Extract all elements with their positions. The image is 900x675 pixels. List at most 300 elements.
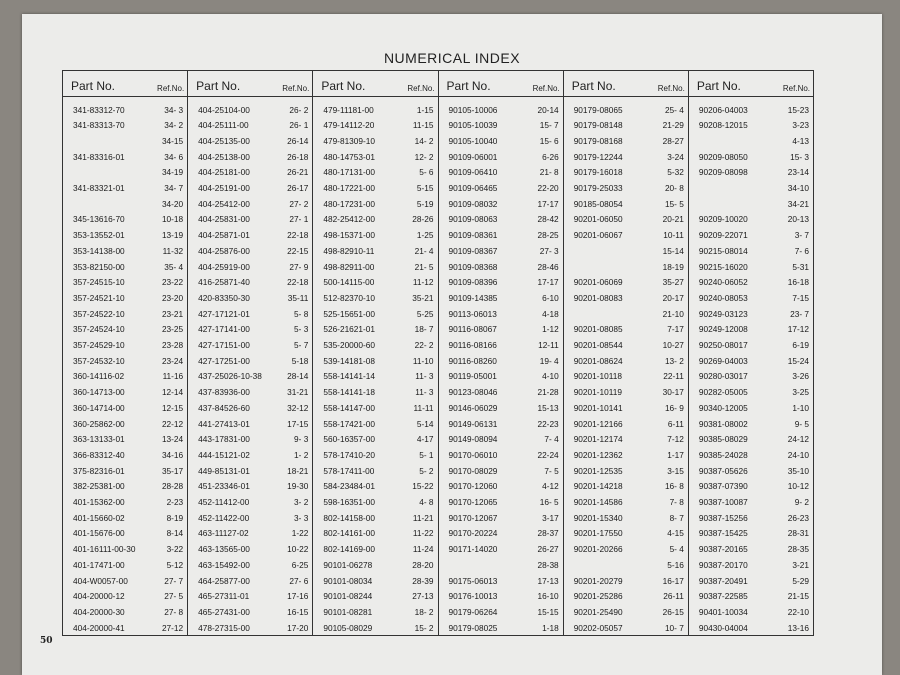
index-row (564, 509, 688, 526)
part-number: 404-25412-00 (198, 198, 250, 209)
index-row (689, 494, 813, 511)
index-row (188, 572, 312, 589)
ref-number: 5- 4 (669, 544, 684, 555)
part-number: 90201-08544 (573, 340, 623, 350)
ref-number: 11-10 (412, 355, 434, 366)
index-row (313, 368, 437, 385)
index-row (439, 227, 563, 244)
index-row (689, 509, 813, 526)
index-row (564, 117, 688, 134)
ref-number: 5- 8 (294, 308, 309, 319)
part-number: 90170-12067 (448, 512, 498, 523)
ref-number: 27- 3 (539, 245, 559, 256)
ref-number: 28-25 (537, 230, 559, 241)
index-row (188, 494, 312, 511)
index-row (689, 541, 813, 558)
index-row (439, 431, 563, 448)
index-row (564, 337, 688, 354)
part-number: 451-23346-01 (198, 481, 250, 492)
ref-number: 22- 2 (414, 340, 434, 350)
index-row (689, 321, 813, 338)
ref-number: 1-25 (416, 230, 434, 241)
part-number: 90249-03123 (698, 308, 748, 319)
part-number: 341-83313-70 (73, 120, 125, 131)
part-number: 420-83350-30 (198, 292, 250, 303)
part-number: 90101-08281 (323, 606, 373, 617)
part-number: 341-83321-01 (73, 183, 125, 193)
index-row (439, 525, 563, 542)
part-number: 360-14714-00 (73, 402, 125, 413)
part-number: 90201-08083 (573, 292, 623, 303)
index-row (188, 321, 312, 338)
index-row (63, 164, 187, 181)
index-row (564, 274, 688, 291)
ref-number: 11-21 (412, 512, 434, 523)
index-row (313, 462, 437, 479)
ref-number: 5-31 (792, 261, 810, 272)
index-row (564, 541, 688, 558)
index-row (439, 541, 563, 558)
ref-number: 10-12 (787, 481, 810, 492)
ref-number: 26-11 (663, 591, 684, 602)
part-number: 90250-08017 (698, 340, 748, 350)
index-row (439, 399, 563, 416)
index-row (63, 195, 187, 212)
part-number: 478-27315-00 (198, 622, 250, 633)
part-number: 449-85131-01 (198, 465, 250, 476)
index-row (188, 431, 312, 448)
index-row (313, 399, 437, 416)
index-row (564, 227, 688, 244)
index-row (564, 556, 688, 573)
ref-number: 7-17 (667, 324, 684, 335)
index-row (63, 321, 187, 338)
index-row (313, 337, 437, 354)
index-row (188, 289, 312, 306)
part-number: 90201-10119 (573, 387, 622, 398)
part-number: 366-83312-40 (73, 449, 125, 460)
index-row (439, 384, 563, 401)
part-number: 401-16111-00-30 (73, 544, 136, 555)
part-number: 404-25919-00 (198, 261, 250, 272)
ref-number: 1- 2 (294, 449, 309, 460)
ref-number: 30-17 (662, 387, 684, 398)
index-row (313, 509, 437, 526)
ref-number: 5-16 (667, 559, 684, 570)
index-row (564, 431, 688, 448)
index-row (439, 588, 563, 605)
index-row (439, 117, 563, 134)
ref-number: 11-32 (162, 245, 184, 256)
part-number: 90171-14020 (448, 544, 498, 555)
ref-number: 32-12 (287, 402, 309, 413)
ref-number: 16- 8 (664, 481, 684, 492)
index-row (188, 541, 312, 558)
part-number: 353-13552-01 (73, 230, 125, 241)
part-number: 404-25138-00 (198, 151, 250, 162)
part-number: 90385-24028 (698, 449, 748, 460)
ref-number: 6-11 (667, 418, 684, 429)
index-row (63, 603, 187, 620)
index-row (188, 415, 312, 432)
index-row (564, 305, 688, 322)
ref-number: 21-15 (787, 591, 810, 602)
part-number: 401-15660-02 (73, 512, 125, 523)
ref-number: 22-23 (537, 418, 559, 429)
ref-number: 34- 2 (164, 120, 184, 131)
index-row (188, 148, 312, 165)
index-column (63, 71, 187, 635)
ref-number: 11- 3 (415, 371, 434, 382)
index-row (63, 415, 187, 432)
ref-number: 13-19 (161, 230, 184, 241)
index-row (564, 368, 688, 385)
ref-number: 15-14 (662, 245, 684, 256)
ref-number: 27-13 (412, 591, 434, 602)
index-row (188, 274, 312, 291)
part-number: 539-14181-08 (323, 355, 376, 366)
index-row (689, 211, 813, 228)
ref-no-header: Ref.No. (157, 84, 185, 93)
index-row (188, 368, 312, 385)
part-number: 90175-06013 (448, 575, 498, 586)
index-row (313, 227, 437, 244)
ref-number: 8-14 (166, 528, 184, 539)
index-row (689, 368, 813, 385)
part-number: 404-W0057-00 (73, 575, 128, 586)
ref-number: 23-20 (161, 292, 184, 303)
index-row (188, 164, 312, 181)
index-row (439, 321, 563, 338)
ref-number: 5- 2 (419, 465, 434, 476)
part-number: 90109-08367 (448, 245, 498, 256)
index-row (689, 227, 813, 244)
ref-number: 11-12 (412, 277, 434, 288)
part-number: 90170-12060 (448, 481, 498, 492)
ref-number: 34-15 (161, 135, 184, 146)
ref-number: 34- 3 (164, 104, 184, 115)
ref-number: 10-22 (287, 544, 309, 555)
index-row (63, 337, 187, 354)
part-number: 437-84526-60 (198, 402, 250, 413)
index-row (188, 132, 312, 149)
index-row (564, 211, 688, 228)
part-number: 90387-20170 (698, 559, 748, 570)
ref-number: 25- 4 (664, 104, 684, 115)
part-number: 90185-08054 (573, 198, 623, 209)
part-number: 404-25104-00 (198, 104, 250, 115)
part-number: 480-17221-00 (323, 183, 376, 193)
part-number: 90201-12174 (573, 434, 623, 445)
index-row (188, 258, 312, 275)
index-row (313, 132, 437, 149)
part-no-header: Part No. (196, 79, 241, 93)
ref-no-header: Ref.No. (782, 84, 811, 93)
ref-number: 28-37 (537, 528, 559, 539)
index-row (564, 321, 688, 338)
part-number: 90109-08361 (448, 230, 498, 241)
part-number: 90387-20165 (698, 544, 748, 555)
part-number: 598-16351-00 (323, 497, 376, 507)
ref-number: 18- 7 (414, 324, 434, 335)
ref-number: 15- 2 (414, 622, 434, 633)
ref-number: 35-10 (787, 465, 810, 476)
part-number: 353-14138-00 (73, 245, 125, 256)
ref-number: 17-16 (287, 591, 309, 602)
ref-number: 27- 1 (289, 214, 309, 225)
ref-number: 34-21 (787, 198, 810, 209)
ref-number: 16-10 (537, 591, 559, 602)
ref-number: 6-19 (792, 340, 810, 350)
ref-number: 28-14 (287, 371, 309, 382)
ref-number: 5- 6 (419, 167, 434, 178)
ref-number: 11-24 (412, 544, 434, 555)
index-row (63, 619, 187, 636)
page-title: NUMERICAL INDEX (383, 50, 521, 66)
part-number: 443-17831-00 (198, 434, 250, 445)
ref-number: 17-15 (287, 418, 309, 429)
ref-number: 8- 7 (669, 512, 684, 523)
ref-number: 23- 7 (790, 308, 810, 319)
index-row (313, 164, 437, 181)
ref-number: 1-22 (291, 528, 309, 539)
part-number: 479-81309-10 (323, 135, 376, 146)
index-row (564, 619, 688, 636)
index-row (564, 101, 688, 118)
ref-number: 35-17 (161, 465, 184, 476)
part-number: 90179-16018 (573, 167, 623, 178)
part-number: 90179-08065 (573, 104, 623, 115)
part-number: 90109-08396 (448, 277, 498, 288)
part-number: 401-15676-00 (73, 528, 125, 539)
ref-number: 27- 8 (164, 606, 184, 617)
index-row (564, 603, 688, 620)
index-row (188, 462, 312, 479)
ref-number: 23-22 (161, 277, 184, 288)
part-number: 90387-22585 (698, 591, 748, 602)
ref-number: 17-13 (537, 575, 559, 586)
part-number: 584-23484-01 (323, 481, 376, 492)
index-row (313, 619, 437, 636)
ref-number: 28-28 (161, 481, 184, 492)
index-column (312, 71, 437, 635)
part-number: 90430-04004 (698, 622, 748, 633)
part-number: 363-13133-01 (73, 434, 125, 445)
part-number: 90109-08063 (448, 214, 498, 225)
part-number: 90202-05057 (573, 622, 623, 633)
index-row (313, 305, 437, 322)
part-number: 90387-05626 (698, 465, 748, 476)
index-row (63, 117, 187, 134)
ref-number: 22-11 (663, 371, 684, 382)
index-row (439, 305, 563, 322)
part-number: 452-11412-00 (198, 497, 250, 507)
part-number: 357-24515-10 (73, 277, 125, 288)
index-row (689, 556, 813, 573)
part-number: 90385-08029 (698, 434, 748, 445)
index-row (689, 619, 813, 636)
ref-number: 28-20 (412, 559, 434, 570)
part-number: 437-83936-00 (198, 387, 250, 398)
ref-number: 5- 3 (294, 324, 309, 335)
index-row (564, 148, 688, 165)
index-column (187, 71, 312, 635)
index-row (188, 305, 312, 322)
part-number: 90201-12166 (573, 418, 623, 429)
ref-number: 15- 5 (664, 198, 684, 209)
ref-number: 3-21 (792, 559, 810, 570)
ref-number: 16- 9 (664, 402, 684, 413)
index-column (563, 71, 688, 635)
index-row (689, 180, 813, 197)
part-number: 558-14147-00 (323, 402, 376, 413)
part-number: 90170-20224 (448, 528, 498, 539)
index-row (188, 117, 312, 134)
index-row (63, 478, 187, 495)
ref-number: 28-35 (787, 544, 810, 555)
ref-number: 6-25 (291, 559, 309, 570)
ref-number: 3- 3 (294, 512, 309, 523)
ref-number: 35-11 (287, 292, 309, 303)
index-row (439, 572, 563, 589)
index-row (313, 415, 437, 432)
ref-number: 17-20 (287, 622, 309, 633)
part-number: 416-25871-40 (198, 277, 250, 288)
index-row (313, 242, 437, 259)
index-row (63, 541, 187, 558)
index-row (439, 274, 563, 291)
ref-number: 13- 2 (664, 355, 684, 366)
ref-number: 15-13 (537, 402, 559, 413)
ref-number: 3- 2 (294, 497, 309, 507)
ref-number: 20-17 (662, 292, 684, 303)
index-row (313, 603, 437, 620)
ref-number: 27- 6 (289, 575, 309, 586)
ref-number: 3-22 (166, 544, 184, 555)
index-row (313, 274, 437, 291)
ref-number: 35-21 (412, 292, 434, 303)
ref-no-header: Ref.No. (407, 84, 435, 93)
ref-number: 11-15 (412, 120, 434, 131)
ref-number: 12- 2 (414, 151, 434, 162)
index-row (63, 258, 187, 275)
ref-number: 6-10 (542, 292, 559, 303)
part-number: 360-14713-00 (73, 387, 125, 398)
ref-number: 15- 6 (539, 135, 559, 146)
index-row (313, 352, 437, 369)
index-row (313, 195, 437, 212)
part-number: 90387-15425 (698, 528, 748, 539)
index-row (313, 180, 437, 197)
index-row (689, 258, 813, 275)
index-row (63, 525, 187, 542)
ref-number: 27- 7 (164, 575, 184, 586)
ref-number: 4-15 (667, 528, 684, 539)
index-row (63, 572, 187, 589)
index-row (689, 446, 813, 463)
ref-number: 26-18 (287, 151, 309, 162)
index-row (439, 509, 563, 526)
ref-number: 26-17 (287, 183, 309, 193)
part-number: 480-17131-00 (323, 167, 376, 178)
part-no-header: Part No. (571, 79, 616, 93)
index-row (439, 603, 563, 620)
ref-number: 20-13 (787, 214, 810, 225)
part-number: 90105-10006 (448, 104, 498, 115)
column-header (564, 71, 688, 97)
index-row (313, 148, 437, 165)
index-row (689, 101, 813, 118)
part-number: 90201-14218 (573, 481, 623, 492)
index-row (313, 431, 437, 448)
part-number: 90109-08368 (448, 261, 498, 272)
index-row (564, 525, 688, 542)
ref-number: 28-42 (537, 214, 559, 225)
index-row (439, 148, 563, 165)
part-number: 90206-04003 (698, 104, 748, 115)
index-row (689, 289, 813, 306)
ref-number: 22-18 (287, 230, 309, 241)
index-row (63, 556, 187, 573)
index-row (564, 572, 688, 589)
index-row (63, 101, 187, 118)
ref-number: 16-15 (287, 606, 309, 617)
ref-number: 26-21 (287, 167, 309, 178)
index-row (63, 446, 187, 463)
ref-number: 15-24 (787, 355, 810, 366)
ref-number: 15-22 (412, 481, 434, 492)
index-row (439, 337, 563, 354)
ref-number: 4-10 (542, 371, 559, 382)
ref-number: 12-14 (161, 387, 184, 398)
ref-number: 20- 8 (664, 183, 684, 193)
part-number: 341-83312-70 (73, 104, 125, 115)
part-number: 404-20000-30 (73, 606, 125, 617)
ref-number: 5-12 (166, 559, 184, 570)
ref-number: 20-21 (662, 214, 684, 225)
ref-number: 11-16 (162, 371, 184, 382)
index-row (689, 384, 813, 401)
ref-number: 23-14 (787, 167, 810, 178)
ref-number: 6-26 (542, 151, 559, 162)
index-row (564, 415, 688, 432)
column-header (439, 71, 563, 97)
part-no-header: Part No. (696, 79, 741, 93)
index-row (313, 525, 437, 542)
ref-number: 11-11 (413, 402, 434, 413)
column-header (63, 71, 187, 97)
ref-number: 9- 3 (294, 434, 309, 445)
part-number: 441-27413-01 (198, 418, 250, 429)
part-number: 90209-22071 (698, 230, 748, 241)
part-number: 500-14115-00 (323, 277, 375, 288)
index-row (439, 478, 563, 495)
ref-number: 13-24 (161, 434, 184, 445)
part-number: 90116-08260 (448, 355, 497, 366)
part-number: 90201-06050 (573, 214, 623, 225)
index-row (439, 258, 563, 275)
part-number: 90179-06264 (448, 606, 498, 617)
index-row (689, 305, 813, 322)
part-number: 482-25412-00 (323, 214, 376, 225)
ref-number: 17-17 (537, 198, 559, 209)
index-column (688, 71, 813, 635)
index-row (439, 101, 563, 118)
part-number: 404-25831-00 (198, 214, 250, 225)
ref-number: 18-21 (287, 465, 309, 476)
ref-number: 35-27 (662, 277, 684, 288)
ref-number: 22-18 (287, 277, 309, 288)
